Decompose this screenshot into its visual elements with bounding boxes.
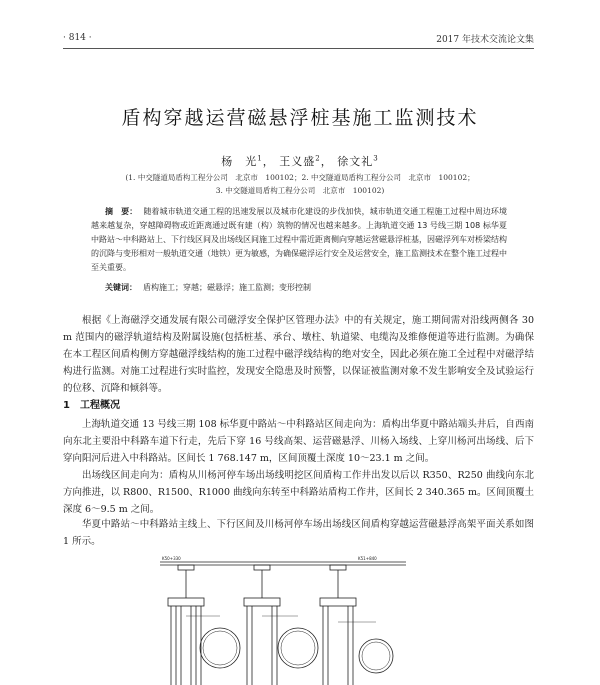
author-name: 王义盛 — [279, 155, 316, 168]
pile-cap — [320, 598, 356, 606]
pile-cap — [168, 598, 204, 606]
figure-label: K50+330 — [162, 556, 181, 561]
body-paragraph: 出场线区间走向为：盾构从川杨河停车场出场线明挖区间盾构工作井出发以后以 R350、R250 曲线向东北方向推进，以 R800、R1500、R1000 曲线向东转至中科路站盾构工作井，区间长 2 340.365 m。区间顶覆土深度 6～9.5 m 之间。 — [63, 470, 534, 515]
page-number: · 814 · — [63, 33, 92, 43]
keywords — [105, 282, 507, 293]
author-sup: 1 — [257, 154, 263, 163]
shield-tunnel-lining — [203, 631, 237, 665]
shield-tunnel — [200, 628, 240, 668]
running-header — [63, 30, 534, 46]
author-sup: 3 — [373, 154, 379, 163]
author-sup: 2 — [315, 154, 321, 163]
figure-label: K51+840 — [358, 556, 377, 561]
body-paragraph: 根据《上海磁浮交通发展有限公司磁浮安全保护区管理办法》中的有关规定，施工期间需对沿线两侧各 30 m 范围内的磁浮轨道结构及附属设施(包括桩基、承台、墩柱、轨道梁、电缆沟及维修便道等进行监测。为确保在本工程区间盾构侧方穿越磁浮线结构的施工过程中磁浮线结构的绝对安全，因此必须在施工全过程中对磁浮结构进行监测。对施工过程进行实时监控，发现安全隐患及时预警，以保证被监测对象不发生影响安全及试验运行的位移、沉降和倾斜等。 — [63, 315, 534, 394]
author-name: 杨 光 — [221, 155, 258, 168]
figure-1-drawing — [158, 556, 408, 685]
abstract-text: 随着城市轨道交通工程的迅速发展以及城市化建设的步伐加快，城市轨道交通工程施工过程中周边环境越来越复杂，穿越障碍物或近距离通过既有建（构）筑物的情况也越来越多。上海轨道交通 13 号线三期 108 标华夏中路站～中科路站上、下行线区间及出场线区间施工过程中需近距离侧向穿越运营磁悬浮桩基，因磁浮列车对桥梁结构的沉降与变形相对一般轨道交通（地铁）更为敏感，为确保磁浮运行安全及运营安全，施工监测技术在整个施工过程中至关重要。 — [91, 207, 508, 272]
shield-tunnel — [278, 628, 318, 668]
keywords-label: 关键词： — [105, 283, 137, 292]
header-rule — [63, 48, 534, 49]
shield-tunnel-lining — [281, 631, 315, 665]
pier-cap — [254, 565, 270, 570]
section-heading: 1 工程概况 — [63, 400, 120, 411]
author-sep: ， — [262, 155, 275, 168]
shield-tunnel — [359, 639, 393, 673]
body-paragraph: 上海轨道交通 13 号线三期 108 标华夏中路站～中科路站区间走向为：盾构出华夏中路站端头井后，自西南向东北主要沿中科路车道下行走，先后下穿 16 号线高架、运营磁悬浮、川杨入场线、上穿川杨河出场线、后下穿向阳河后进入中科路站。区间长 1 768.147 m，区间顶覆土深度 10～23.1 m 之间。 — [63, 419, 534, 464]
affiliation-line: 3. 中交隧道局盾构工程分公司 北京市 100102) — [215, 186, 385, 195]
shield-tunnel-lining — [362, 642, 390, 670]
affiliation-line: (1. 中交隧道局盾构工程分公司 北京市 100102；2. 中交隧道局盾构工程分公司 北京市 100102； — [125, 173, 475, 182]
body-paragraph: 华夏中路站～中科路站主线上、下行区间及川杨河停车场出场线区间盾构穿越运营磁悬浮高架平面关系如图 1 所示。 — [63, 519, 534, 547]
pier-cap — [178, 565, 194, 570]
pier-cap — [330, 565, 346, 570]
paper-title: 盾构穿越运营磁悬浮桩基施工监测技术 — [121, 107, 479, 129]
author-list — [0, 153, 600, 169]
journal-name: 2017 年技术交流论文集 — [436, 34, 534, 45]
author-sep: ， — [320, 155, 333, 168]
abstract-label: 摘 要： — [105, 207, 138, 216]
author-name: 徐文礼 — [337, 155, 374, 168]
pile-cap — [244, 598, 280, 606]
abstract — [91, 205, 507, 275]
keywords-text: 盾构施工；穿越；磁悬浮；施工监测；变形控制 — [143, 283, 311, 292]
